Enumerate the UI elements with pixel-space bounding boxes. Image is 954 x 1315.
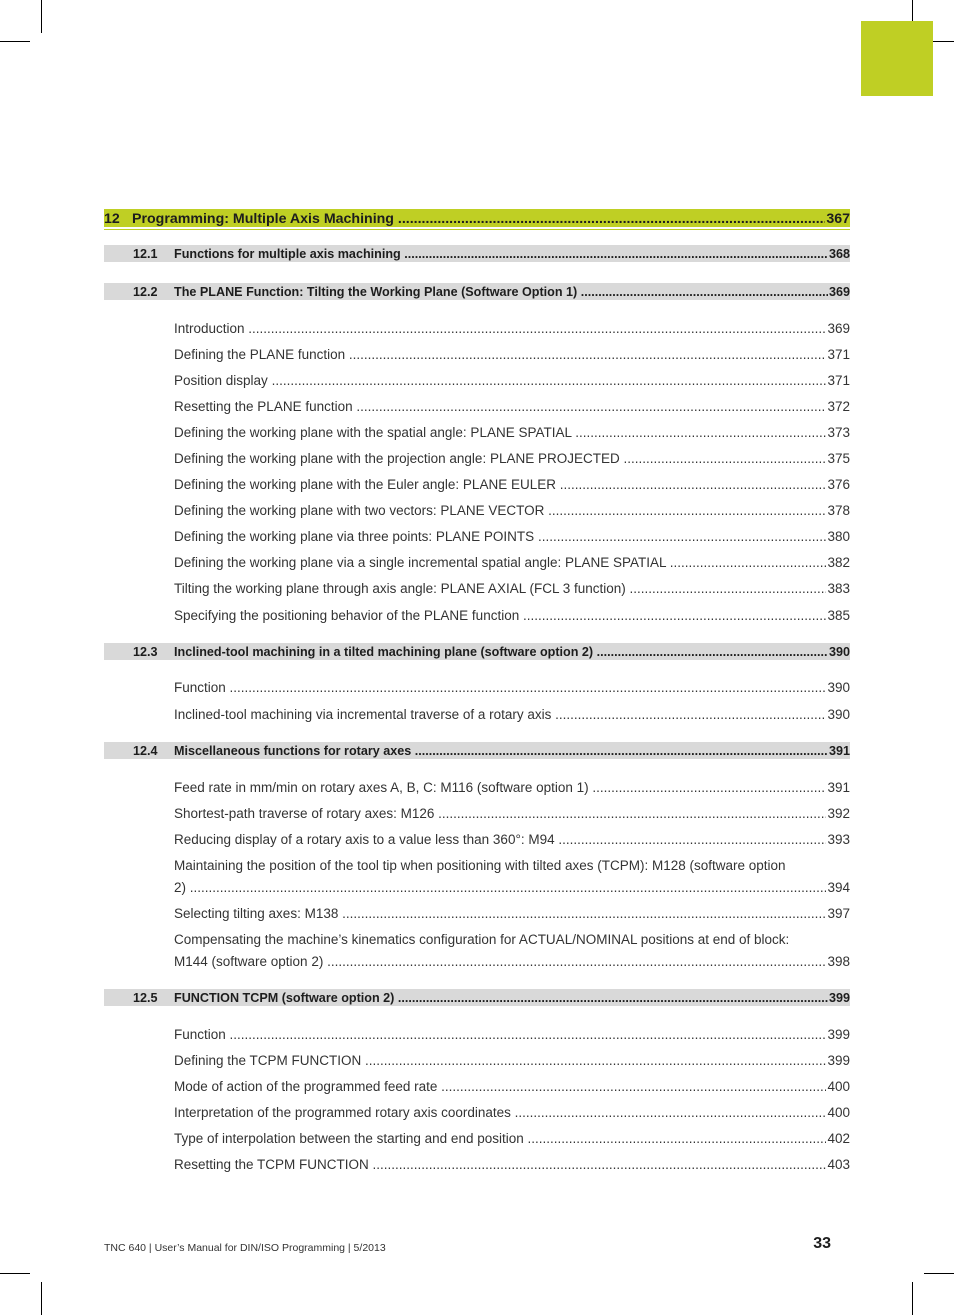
chapter-tab (861, 21, 933, 96)
toc-entry[interactable] (174, 450, 850, 468)
entry-page: 385 (827, 608, 850, 623)
section-page: 390 (828, 645, 850, 659)
toc-entry[interactable] (174, 679, 850, 697)
entry-title: Defining the working plane with the spatial angle: PLANE SPATIAL ..... (174, 424, 826, 442)
toc-entry[interactable] (174, 502, 850, 520)
entry-title: Defining the TCPM FUNCTION ..... (174, 1052, 826, 1070)
crop-mark (924, 1273, 954, 1274)
entry-title: Specifying the positioning behavior of the PLANE function ..... (174, 607, 826, 625)
section-12-3[interactable] (104, 643, 850, 660)
toc-entry[interactable] (174, 929, 850, 973)
entry-title: Defining the working plane via a single incremental spatial angle: PLANE SPATIAL ..... (174, 554, 826, 572)
section-number: 12.1 (133, 247, 158, 261)
section-number: 12.2 (133, 285, 158, 299)
entry-page: 369 (827, 321, 850, 336)
toc-entry[interactable] (174, 1026, 850, 1044)
entry-title: Defining the working plane with the projection angle: PLANE PROJECTED ..... (174, 450, 826, 468)
entry-page: 402 (827, 1131, 850, 1146)
toc-entry[interactable] (174, 831, 850, 849)
section-page: 369 (828, 285, 850, 299)
entry-title: Maintaining the position of the tool tip when positioning with tilted axes (TCPM): M128 (software option (174, 858, 786, 873)
entry-page: 371 (827, 373, 850, 388)
section-page: 391 (828, 744, 850, 758)
entry-title: Interpretation of the programmed rotary axis coordinates ..... (174, 1104, 826, 1122)
toc-entry[interactable] (174, 607, 850, 625)
section-number: 12.3 (133, 645, 158, 659)
section-page: 399 (828, 991, 850, 1005)
section-title: The PLANE Function: Tilting the Working Plane (Software Option 1) ..... (174, 285, 828, 299)
crop-mark (912, 1282, 913, 1315)
toc-entry[interactable] (174, 805, 850, 823)
entry-title: Defining the working plane with two vectors: PLANE VECTOR ..... (174, 502, 826, 520)
entry-title: Resetting the PLANE function ..... (174, 398, 826, 416)
crop-mark (41, 1282, 42, 1315)
entry-page: 403 (827, 1157, 850, 1172)
entry-title: Function ..... (174, 1026, 826, 1044)
entry-page: 378 (827, 503, 850, 518)
toc-entry[interactable] (174, 398, 850, 416)
toc-entry[interactable] (174, 706, 850, 724)
toc-entry[interactable] (174, 779, 850, 797)
section-12-4[interactable] (104, 742, 850, 759)
entry-page: 400 (827, 1105, 850, 1120)
section-title: Miscellaneous functions for rotary axes ..... (174, 744, 828, 758)
toc-entry[interactable] (174, 372, 850, 390)
entry-title-continued: 2) ..... (174, 877, 826, 899)
entry-title: Shortest-path traverse of rotary axes: M126 ..... (174, 805, 826, 823)
section-title: FUNCTION TCPM (software option 2) ..... (174, 991, 828, 1005)
crop-mark (0, 41, 30, 42)
section-12-1[interactable] (104, 245, 850, 262)
section-12-2[interactable] (104, 283, 850, 300)
toc-entry[interactable] (174, 855, 850, 899)
toc-entry[interactable] (174, 905, 850, 923)
toc-entry[interactable] (174, 476, 850, 494)
entry-page: 373 (827, 425, 850, 440)
toc-entry[interactable] (174, 1052, 850, 1070)
entry-page: 397 (827, 906, 850, 921)
entry-page: 390 (827, 680, 850, 695)
entry-page: 400 (827, 1079, 850, 1094)
entry-page: 392 (827, 806, 850, 821)
entry-page: 399 (827, 1053, 850, 1068)
entry-page: 372 (827, 399, 850, 414)
entry-title: Function ..... (174, 679, 826, 697)
entry-title: Defining the working plane with the Euler angle: PLANE EULER ..... (174, 476, 826, 494)
entry-title: Position display ..... (174, 372, 826, 390)
crop-mark (0, 1273, 30, 1274)
toc-entry[interactable] (174, 580, 850, 598)
entry-page: 375 (827, 451, 850, 466)
entry-title: Feed rate in mm/min on rotary axes A, B, C: M116 (software option 1) ..... (174, 779, 826, 797)
chapter-title: Programming: Multiple Axis Machining ..... (132, 211, 825, 227)
section-number: 12.5 (133, 991, 158, 1005)
entry-title: Type of interpolation between the starting and end position ..... (174, 1130, 826, 1148)
footer-text: TNC 640 | User’s Manual for DIN/ISO Programming | 5/2013 (104, 1242, 386, 1254)
chapter-page: 367 (826, 211, 850, 227)
toc-entry[interactable] (174, 554, 850, 572)
entry-page: 399 (827, 1027, 850, 1042)
chapter-heading[interactable] (104, 209, 850, 227)
entry-page: 382 (827, 555, 850, 570)
entry-page: 390 (827, 707, 850, 722)
entry-title: Defining the PLANE function ..... (174, 346, 826, 364)
section-number: 12.4 (133, 744, 158, 758)
toc-entry[interactable] (174, 1156, 850, 1174)
entry-page: 371 (827, 347, 850, 362)
entry-title: Inclined-tool machining via incremental traverse of a rotary axis ..... (174, 706, 826, 724)
toc-entry[interactable] (174, 528, 850, 546)
entry-page: 398 (827, 954, 850, 969)
toc-entry[interactable] (174, 1104, 850, 1122)
entry-page: 383 (827, 581, 850, 596)
crop-mark (41, 0, 42, 33)
entry-title: Mode of action of the programmed feed rate ..... (174, 1078, 826, 1096)
section-page: 368 (828, 247, 850, 261)
chapter-number: 12 (104, 211, 120, 227)
entry-title: Resetting the TCPM FUNCTION ..... (174, 1156, 826, 1174)
entry-title: Selecting tilting axes: M138 ..... (174, 905, 826, 923)
entry-title: Defining the working plane via three points: PLANE POINTS ..... (174, 528, 826, 546)
toc-entry[interactable] (174, 1130, 850, 1148)
entry-page: 376 (827, 477, 850, 492)
toc-entry[interactable] (174, 1078, 850, 1096)
section-12-5[interactable] (104, 989, 850, 1006)
entry-title: Tilting the working plane through axis angle: PLANE AXIAL (FCL 3 function) ..... (174, 580, 826, 598)
toc-entry[interactable] (174, 424, 850, 442)
entry-page: 380 (827, 529, 850, 544)
entry-page: 394 (827, 880, 850, 895)
section-title: Functions for multiple axis machining ..... (174, 247, 828, 261)
chapter-rule (104, 229, 850, 230)
toc-entry[interactable] (174, 320, 850, 338)
section-title: Inclined-tool machining in a tilted machining plane (software option 2) ..... (174, 645, 828, 659)
page-number: 33 (813, 1235, 831, 1252)
entry-title: Reducing display of a rotary axis to a value less than 360°: M94 ..... (174, 831, 826, 849)
toc-entry[interactable] (174, 346, 850, 364)
entry-title-continued: M144 (software option 2) ..... (174, 951, 826, 973)
entry-title: Introduction ..... (174, 320, 826, 338)
entry-page: 391 (827, 780, 850, 795)
entry-title: Compensating the machine’s kinematics configuration for ACTUAL/NOMINAL positions at end of block: (174, 932, 790, 947)
entry-page: 393 (827, 832, 850, 847)
